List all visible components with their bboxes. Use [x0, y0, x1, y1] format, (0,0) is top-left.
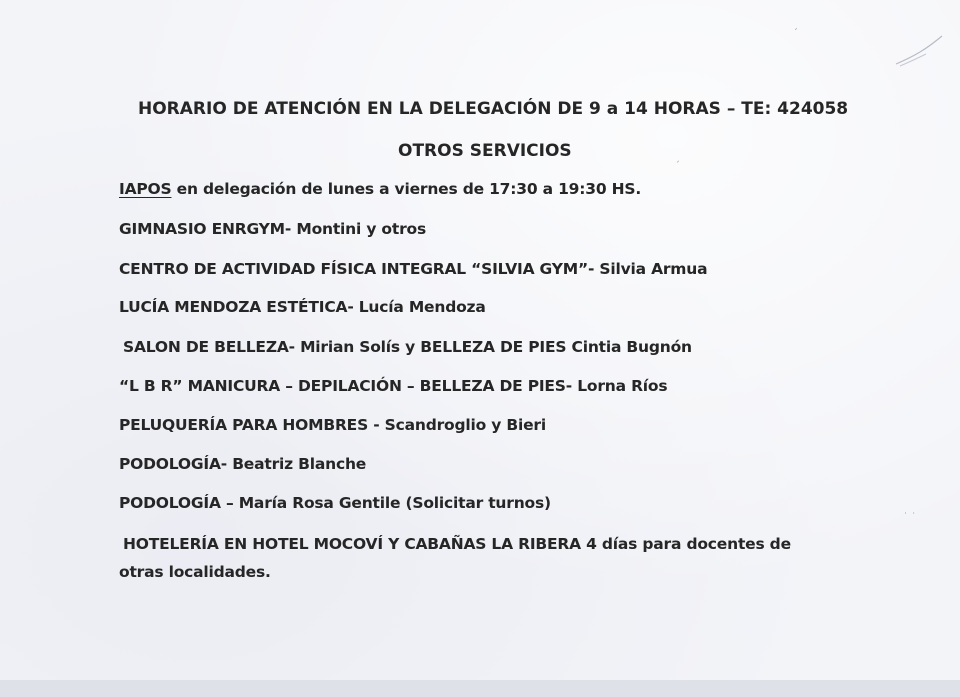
service-peluqueria: PELUQUERÍA PARA HOMBRES - Scandroglio y Bieri	[119, 416, 546, 434]
service-iapos	[119, 182, 641, 198]
service-iapos-name: IAPOS	[119, 180, 172, 198]
section-title: OTROS SERVICIOS	[398, 141, 572, 161]
paper-speck: ˊ	[793, 28, 798, 39]
service-centro-actividad: CENTRO DE ACTIVIDAD FÍSICA INTEGRAL “SILVIA GYM”- Silvia Armua	[119, 260, 708, 278]
service-hoteleria: HOTELERÍA EN HOTEL MOCOVÍ Y CABAÑAS LA RIBERA 4 días para docentes de otras localidades.	[119, 535, 791, 581]
pen-scribble-mark	[890, 30, 950, 70]
paper-speck: ˏ	[675, 152, 680, 163]
service-estetica: LUCÍA MENDOZA ESTÉTICA- Lucía Mendoza	[119, 298, 486, 316]
paper-speck: ˙ ˙	[903, 512, 917, 523]
scan-bottom-edge	[0, 680, 960, 697]
service-gimnasio: GIMNASIO ENRGYM- Montini y otros	[119, 220, 426, 238]
service-podologia-1: PODOLOGÍA- Beatriz Blanche	[119, 455, 367, 473]
service-lbr: “L B R” MANICURA – DEPILACIÓN – BELLEZA DE PIES- Lorna Ríos	[119, 377, 668, 395]
page-title: HORARIO DE ATENCIÓN EN LA DELEGACIÓN DE 9 a 14 HORAS – TE: 424058	[138, 99, 849, 119]
service-iapos-detail: en delegación de lunes a viernes de 17:30 a 19:30 HS.	[171, 180, 642, 198]
service-salon-belleza: SALON DE BELLEZA- Mirian Solís y BELLEZA DE PIES Cintia Bugnón	[123, 338, 692, 356]
service-podologia-2: PODOLOGÍA – María Rosa Gentile (Solicitar turnos)	[119, 494, 551, 512]
